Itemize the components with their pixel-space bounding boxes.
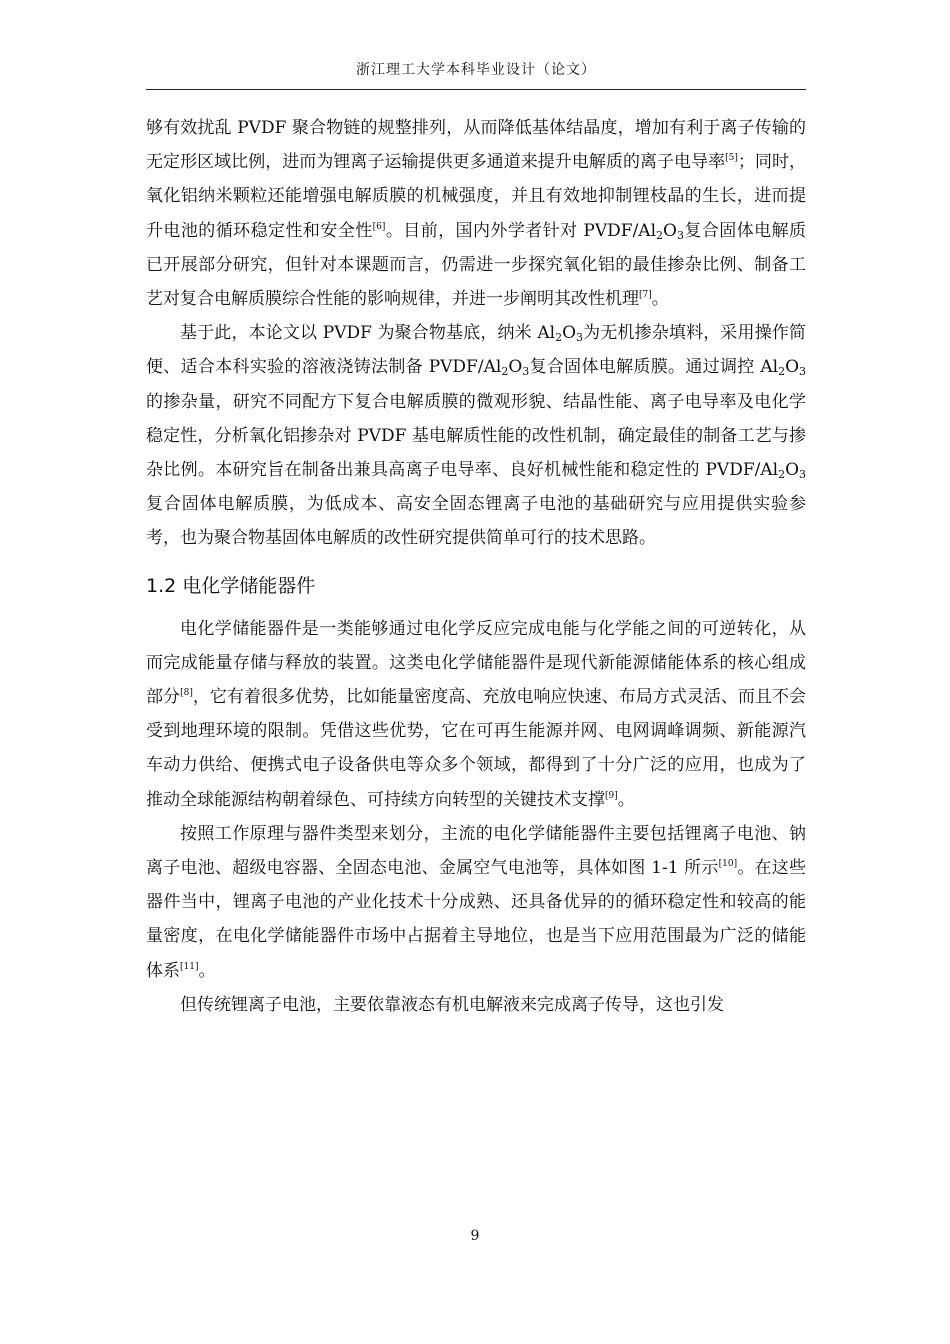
section-heading: 1.2 电化学储能器件 [146,574,316,597]
section-paragraph-2: 按照工作原理与器件类型来划分，主流的电化学储能器件主要包括锂离子电池、钠离子电池、超级电容器、全固态电池、金属空气电池等，具体如图 1-1 所示[10]。在这些器件当中，锂离子电池的产业化技术十分成熟、还具备优异的的循环稳定性和较高的能量密度，在电化学储能器件市场中占据着主导地位，也是当下应用范围最为广泛的储能体系[11]。 [146,823,807,981]
page-number: 9 [470,1228,480,1244]
document-body [146,111,806,1022]
section-paragraph-1: 电化学储能器件是一类能够通过电化学反应完成电能与化学能之间的可逆转化，从而完成能量存储与释放的装置。这类电化学储能器件是现代新能源储能体系的核心组成部分[8]，它有着很多优势，比如能量密度高、充放电响应快速、布局方式灵活、而且不会受到地理环境的限制。凭借这些优势，它在可再生能源并网、电网调峰调频、新能源汽车动力供给、便携式电子设备供电等众多个领域，都得到了十分广泛的应用，也成为了推动全球能源结构朝着绿色、可持续方向转型的关键技术支撑[9]。 [146,618,807,810]
section-paragraph-3: 但传统锂离子电池，主要依靠液态有机电解液来完成离子传导，这也引发 [180,994,724,1015]
body-paragraph-2: 基于此，本论文以 PVDF 为聚合物基底，纳米 $Al_2O_3$为无机掺杂填料，采用操作简便、适合本科实验的溶液浇铸法制备 PVDF/$Al_2O_3$复合固体电解质膜。通过调控 $Al_2O_3$的掺杂量，研究不同配方下复合电解质膜的微观形貌、结晶性能、离子电导率及电化学稳定性，分析氧化铝掺杂对 PVDF 基电解质性能的改性机制，确定最佳的制备工艺与掺杂比例。本研究旨在制备出兼具高离子电导率、良好机械性能和稳定性的 PVDF/$Al_2O_3$复合固体电解质膜，为低成本、高安全固态锂离子电池的基础研究与应用提供实验参考，也为聚合物基固体电解质的改性研究提供简单可行的技术思路。 [146,323,806,549]
body-paragraph-1: 够有效扰乱 PVDF 聚合物链的规整排列，从而降低基体结晶度，增加有利于离子传输的无定形区域比例，进而为锂离子运输提供更多通道来提升电解质的离子电导率[5]；同时，氧化铝纳米颗粒还能增强电解质膜的机械强度，并且有效地抑制锂枝晶的生长，进而提升电池的循环稳定性和安全性[6]。目前，国内外学者针对 PVDF/$Al_2O_3$复合固体电解质已开展部分研究，但针对本课题而言，仍需进一步探究氧化铝的最佳掺杂比例、制备工艺对复合电解质膜综合性能的影响规律，并进一步阐明其改性机理[7]。 [146,118,807,310]
header-title: 浙江理工大学本科毕业设计（论文） [356,62,596,78]
page-header [146,52,806,90]
